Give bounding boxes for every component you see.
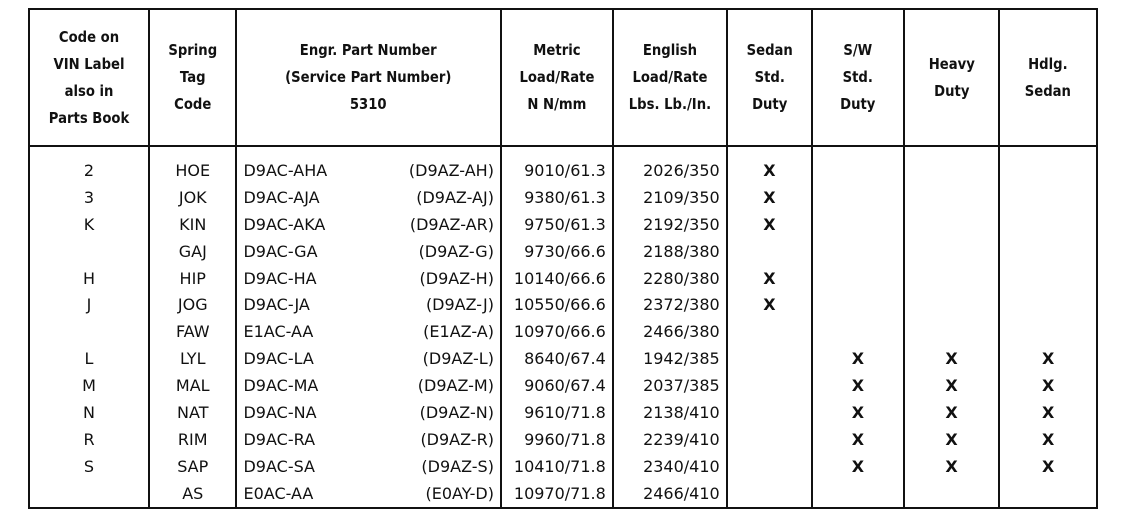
spring-tag-cell: SAP [149,453,236,480]
hdlg-sedan-cell [999,265,1097,292]
sedan-std-duty-cell [727,453,812,480]
english-load-cell: 2109/350 [613,184,727,211]
table-row [29,453,1097,480]
sw-std-duty-cell [812,265,904,292]
hdlg-sedan-cell: X [999,372,1097,399]
vin-code-cell: S [29,453,149,480]
sw-std-duty-cell [812,480,904,508]
sw-std-duty-cell: X [812,345,904,372]
table-row [29,372,1097,399]
sedan-std-duty-cell [727,318,812,345]
spring-specification-table [28,8,1098,509]
heavy-duty-cell [904,318,1000,345]
vin-code-cell: H [29,265,149,292]
engr-part-number: D9AC-AJA [243,187,320,207]
table-row [29,146,1097,184]
english-load-cell: 2280/380 [613,265,727,292]
spring-tag-cell: HOE [149,146,236,184]
metric-load-cell: 10140/66.6 [501,265,613,292]
sw-std-duty-cell [812,211,904,238]
engr-part-number: E1AC-AA [243,322,314,342]
sw-std-duty-cell [812,291,904,318]
hdlg-sedan-cell [999,480,1097,508]
spring-tag-cell: LYL [149,345,236,372]
part-number-cell [236,345,500,372]
sedan-std-duty-cell: X [727,291,812,318]
heavy-duty-cell: X [904,453,1000,480]
vin-code-cell [29,480,149,508]
sedan-std-duty-cell [727,345,812,372]
metric-load-cell: 9730/66.6 [501,238,613,265]
table-row [29,426,1097,453]
english-load-cell: 2372/380 [613,291,727,318]
engr-part-number: D9AC-NA [243,402,317,422]
hdlg-sedan-cell [999,291,1097,318]
part-number-cell [236,265,500,292]
part-number-cell [236,146,500,184]
hdlg-sedan-cell [999,146,1097,184]
sedan-std-duty-cell [727,399,812,426]
table-row [29,480,1097,508]
table-row [29,265,1097,292]
hdlg-sedan-cell: X [999,399,1097,426]
vin-code-cell: 3 [29,184,149,211]
engr-part-number: D9AC-GA [243,241,318,261]
heavy-duty-cell [904,184,1000,211]
sedan-std-duty-cell [727,480,812,508]
header-vin-code: Code on VIN Label also in Parts Book [36,9,142,146]
english-load-cell: 2466/410 [613,480,727,508]
sw-std-duty-cell: X [812,426,904,453]
service-part-number: (D9AZ-AR) [409,214,494,234]
part-number-cell [236,211,500,238]
engr-part-number: D9AC-HA [243,268,317,288]
header-sw-std-duty: S/W Std. Duty [818,9,899,146]
spring-tag-cell: FAW [149,318,236,345]
vin-code-cell: 2 [29,146,149,184]
service-part-number: (D9AZ-M) [417,376,494,396]
part-number-cell [236,318,500,345]
service-part-number: (D9AZ-R) [420,429,494,449]
heavy-duty-cell [904,480,1000,508]
engr-part-number: D9AC-MA [243,376,319,396]
heavy-duty-cell [904,265,1000,292]
heavy-duty-cell [904,238,1000,265]
hdlg-sedan-cell: X [999,453,1097,480]
metric-load-cell: 10410/71.8 [501,453,613,480]
metric-load-cell: 10970/66.6 [501,318,613,345]
service-part-number: (D9AZ-J) [425,295,494,315]
table-row [29,345,1097,372]
sw-std-duty-cell [812,146,904,184]
metric-load-cell: 8640/67.4 [501,345,613,372]
spring-tag-cell: MAL [149,372,236,399]
heavy-duty-cell: X [904,372,1000,399]
engr-part-number: D9AC-JA [243,295,310,315]
vin-code-cell [29,238,149,265]
sedan-std-duty-cell: X [727,265,812,292]
hdlg-sedan-cell: X [999,426,1097,453]
part-number-cell [236,480,500,508]
hdlg-sedan-cell [999,211,1097,238]
english-load-cell: 2239/410 [613,426,727,453]
part-number-cell [236,372,500,399]
engr-part-number: D9AC-SA [243,456,315,476]
sedan-std-duty-cell [727,426,812,453]
metric-load-cell: 10550/66.6 [501,291,613,318]
table-body [29,146,1097,508]
table-row [29,399,1097,426]
service-part-number: (E0AY-D) [425,483,494,503]
metric-load-cell: 9380/61.3 [501,184,613,211]
heavy-duty-cell: X [904,426,1000,453]
vin-code-cell: J [29,291,149,318]
english-load-cell: 2340/410 [613,453,727,480]
heavy-duty-cell [904,146,1000,184]
spring-tag-cell: JOK [149,184,236,211]
english-load-cell: 2188/380 [613,238,727,265]
hdlg-sedan-cell [999,238,1097,265]
header-hdlg-sedan: Hdlg. Sedan [1005,9,1091,146]
part-number-cell [236,453,500,480]
spring-tag-cell: JOG [149,291,236,318]
english-load-cell: 2026/350 [613,146,727,184]
sw-std-duty-cell [812,318,904,345]
service-part-number: (D9AZ-H) [419,268,494,288]
header-metric-load: Metric Load/Rate N N/mm [508,9,606,146]
part-number-cell [236,291,500,318]
spring-tag-cell: RIM [149,426,236,453]
sedan-std-duty-cell [727,372,812,399]
vin-code-cell: N [29,399,149,426]
hdlg-sedan-cell [999,318,1097,345]
metric-load-cell: 9750/61.3 [501,211,613,238]
metric-load-cell: 9010/61.3 [501,146,613,184]
part-number-cell [236,426,500,453]
metric-load-cell: 10970/71.8 [501,480,613,508]
service-part-number: (E1AZ-A) [423,322,494,342]
heavy-duty-cell [904,291,1000,318]
metric-load-cell: 9960/71.8 [501,426,613,453]
sedan-std-duty-cell [727,238,812,265]
sw-std-duty-cell: X [812,453,904,480]
spring-tag-cell: NAT [149,399,236,426]
sw-std-duty-cell [812,238,904,265]
header-english-load: English Load/Rate Lbs. Lb./In. [620,9,720,146]
hdlg-sedan-cell: X [999,345,1097,372]
table-row [29,318,1097,345]
engr-part-number: D9AC-LA [243,349,314,369]
service-part-number: (D9AZ-AH) [408,160,494,180]
english-load-cell: 1942/385 [613,345,727,372]
header-spring-tag: Spring Tag Code [154,9,231,146]
service-part-number: (D9AZ-L) [422,349,494,369]
sedan-std-duty-cell: X [727,211,812,238]
heavy-duty-cell [904,211,1000,238]
table-row [29,184,1097,211]
vin-code-cell [29,318,149,345]
header-part-number: Engr. Part Number (Service Part Number) 5310 [252,9,485,146]
spring-tag-cell: HIP [149,265,236,292]
sw-std-duty-cell: X [812,372,904,399]
service-part-number: (D9AZ-S) [421,456,494,476]
spring-tag-cell: GAJ [149,238,236,265]
part-number-cell [236,184,500,211]
part-number-cell [236,399,500,426]
table-row [29,291,1097,318]
table-row [29,238,1097,265]
header-sedan-std-duty: Sedan Std. Duty [732,9,807,146]
metric-load-cell: 9060/67.4 [501,372,613,399]
service-part-number: (D9AZ-G) [418,241,494,261]
sw-std-duty-cell [812,184,904,211]
vin-code-cell: R [29,426,149,453]
engr-part-number: E0AC-AA [243,483,314,503]
english-load-cell: 2192/350 [613,211,727,238]
engr-part-number: D9AC-AKA [243,214,326,234]
spring-tag-cell: AS [149,480,236,508]
table-row [29,211,1097,238]
english-load-cell: 2466/380 [613,318,727,345]
engr-part-number: D9AC-RA [243,429,316,449]
sw-std-duty-cell: X [812,399,904,426]
vin-code-cell: L [29,345,149,372]
sedan-std-duty-cell: X [727,146,812,184]
header-row [29,9,1097,146]
part-number-cell [236,238,500,265]
service-part-number: (D9AZ-AJ) [416,187,494,207]
metric-load-cell: 9610/71.8 [501,399,613,426]
english-load-cell: 2037/385 [613,372,727,399]
hdlg-sedan-cell [999,184,1097,211]
vin-code-cell: K [29,211,149,238]
vin-code-cell: M [29,372,149,399]
sedan-std-duty-cell: X [727,184,812,211]
heavy-duty-cell: X [904,345,1000,372]
service-part-number: (D9AZ-N) [419,402,494,422]
header-heavy-duty: Heavy Duty [909,9,993,146]
spring-tag-cell: KIN [149,211,236,238]
english-load-cell: 2138/410 [613,399,727,426]
engr-part-number: D9AC-AHA [243,160,328,180]
heavy-duty-cell: X [904,399,1000,426]
